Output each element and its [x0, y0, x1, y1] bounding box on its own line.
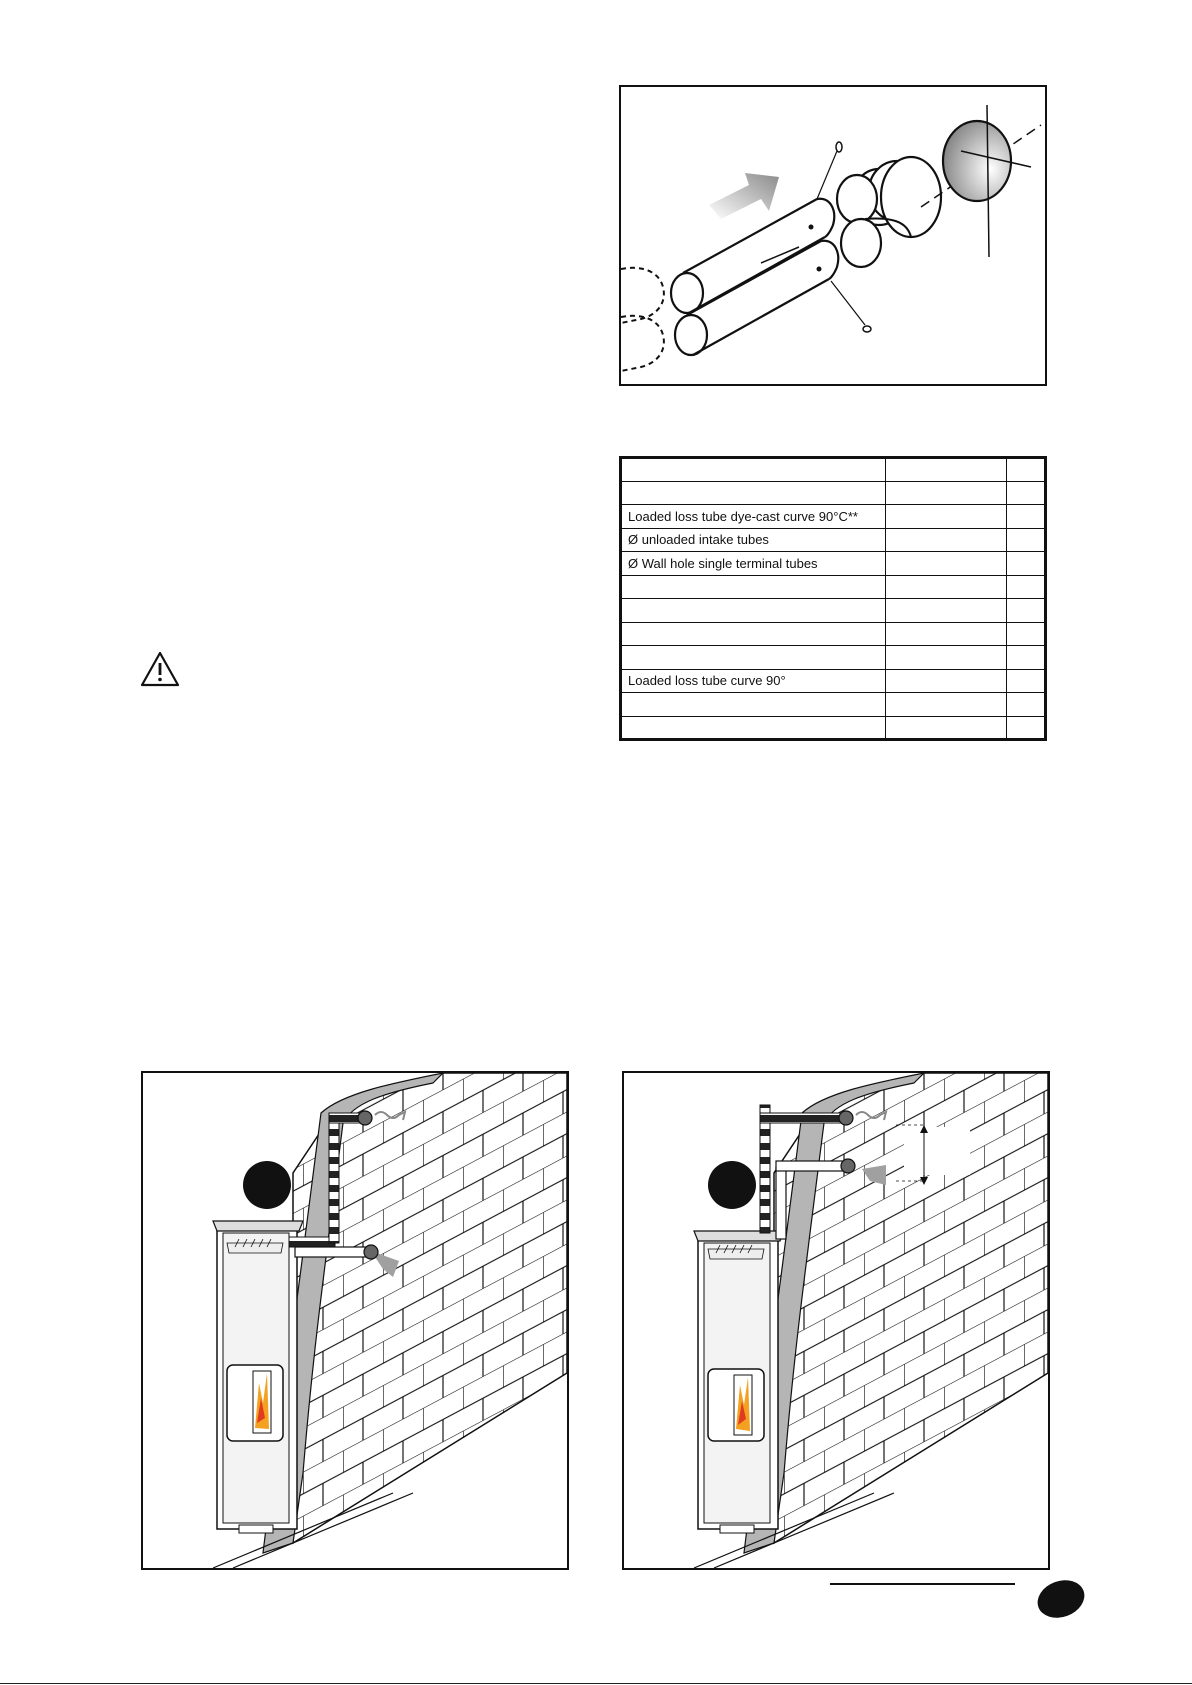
table-row — [621, 575, 1046, 599]
warning-triangle-icon — [140, 651, 180, 687]
table-row — [621, 646, 1046, 670]
table-row — [621, 458, 1046, 482]
figure-tube-assembly — [619, 85, 1047, 386]
table-row: Ø unloaded intake tubes — [621, 528, 1046, 552]
table-row — [621, 599, 1046, 623]
page-number-badge — [1036, 1578, 1086, 1620]
table-row — [621, 716, 1046, 740]
figure-installation-left — [141, 1071, 569, 1570]
table-row — [621, 693, 1046, 717]
spec-table — [619, 456, 1047, 741]
table-row: Loaded loss tube curve 90° — [621, 669, 1046, 693]
figure-installation-right — [622, 1071, 1050, 1570]
table-row — [621, 622, 1046, 646]
table-row: Loaded loss tube dye-cast curve 90°C** — [621, 505, 1046, 529]
page-bottom-edge — [0, 1683, 1192, 1684]
table-row: Ø Wall hole single terminal tubes — [621, 552, 1046, 576]
footer-rule — [830, 1583, 1015, 1585]
table-row — [621, 481, 1046, 505]
